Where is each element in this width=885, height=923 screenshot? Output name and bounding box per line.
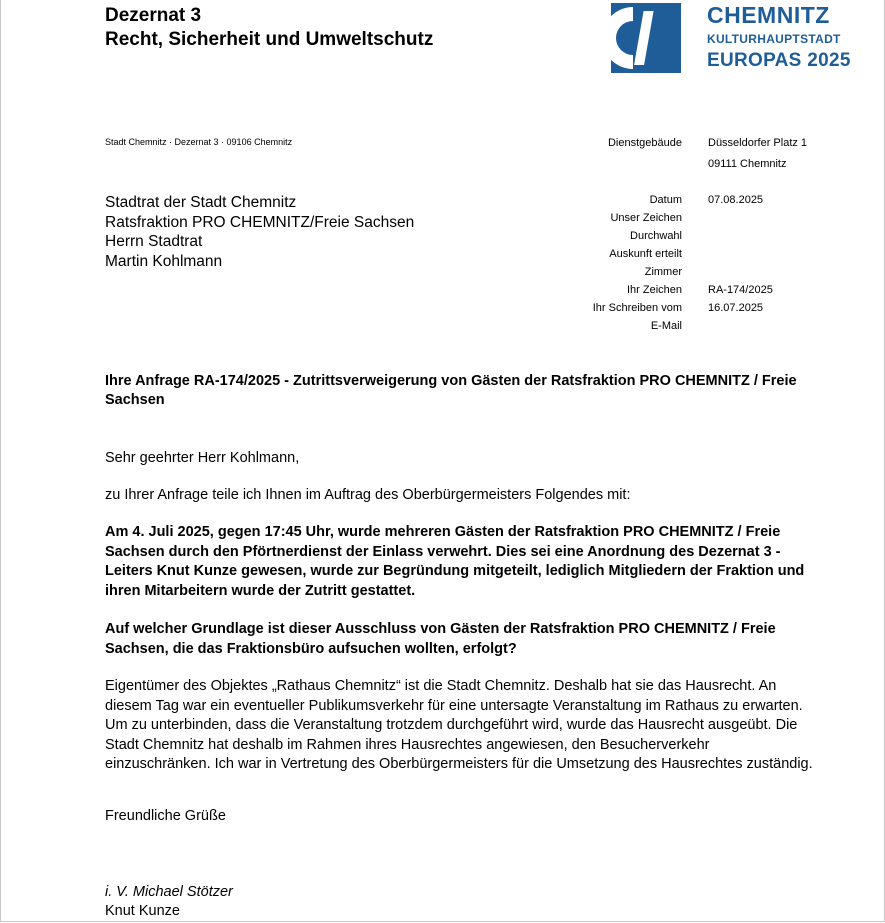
room-label: Zimmer (644, 266, 682, 278)
intro-paragraph: zu Ihrer Anfrage teile ich Ihnen im Auftrag des Oberbürgermeisters Folgendes mit: (105, 487, 631, 503)
recipient-line: Stadtrat der Stadt Chemnitz (105, 194, 297, 211)
date-label: Datum (649, 194, 682, 206)
office-label: Dienstgebäude (607, 137, 682, 149)
signature-name: Knut Kunze (105, 903, 180, 919)
extension-label: Durchwahl (630, 230, 682, 242)
chemnitz-logo-icon (611, 3, 681, 73)
question-context-paragraph: Am 4. Juli 2025, gegen 17:45 Uhr, wurde mehreren Gästen der Ratsfraktion PRO CHEMNITZ / Freie Sachsen durch den Pförtnerdienst der Einlass verwehrt. Dies sei eine Anordnung des Dezernat 3 - Leiters Knut Kunze gewesen, wurde zur Begründung mitgeteilt, lediglich Mitgliedern der Fraktion und ihren Mitarbeitern wurde der Zutritt gestattet. (105, 524, 805, 599)
recipient-line: Herrn Stadtrat (105, 233, 203, 250)
your-letter-date-label: Ihr Schreiben vom (592, 302, 682, 314)
sender-return-address: Stadt Chemnitz · Dezernat 3 · 09106 Chemnitz (105, 137, 293, 147)
logo-line-2: KULTURHAUPTSTADT (707, 32, 841, 46)
department-title: Recht, Sicherheit und Umweltschutz (105, 29, 434, 50)
office-address-line-2: 09111 Chemnitz (708, 158, 787, 170)
email-label: E-Mail (650, 320, 682, 332)
our-reference-label: Unser Zeichen (610, 212, 682, 224)
contact-label: Auskunft erteilt (609, 248, 682, 260)
closing: Freundliche Grüße (105, 808, 226, 824)
logo-line-1: CHEMNITZ (707, 2, 830, 28)
your-reference-label: Ihr Zeichen (626, 284, 682, 296)
date-value: 07.08.2025 (708, 194, 764, 206)
department-name: Dezernat 3 (105, 5, 202, 26)
recipient-line: Ratsfraktion PRO CHEMNITZ/Freie Sachsen (105, 213, 415, 231)
salutation: Sehr geehrter Herr Kohlmann, (105, 450, 300, 466)
letter-subject: Ihre Anfrage RA-174/2025 - Zutrittsverweigerung von Gästen der Ratsfraktion PRO CHEMNITZ / Freie Sachsen (105, 373, 797, 408)
logo-wordmark (707, 2, 851, 72)
your-letter-date-value: 16.07.2025 (708, 302, 764, 314)
office-address-line-1: Düsseldorfer Platz 1 (708, 137, 808, 149)
logo-line-3: EUROPAS 2025 (707, 50, 851, 71)
signature-on-behalf: i. V. Michael Stötzer (105, 884, 233, 900)
your-reference-value: RA-174/2025 (708, 284, 773, 296)
recipient-address (105, 193, 414, 271)
answer-paragraph: Eigentümer des Objektes „Rathaus Chemnitz“ ist die Stadt Chemnitz. Deshalb hat sie das Hausrecht. An diesem Tag war ein eventueller Publikumsverkehr für eine untersagte Veranstaltung im Rathaus zu erwarten. Um zu unterbinden, dass die Veranstaltung trotzdem durchgeführt wird, wurde das Hausrecht ausgeübt. Die Stadt Chemnitz hat deshalb im Rahmen ihres Hausrechtes angewiesen, den Besucherverkehr einzuschränken. Ich war in Vertretung des Oberbürgermeisters für die Umsetzung des Hausrechtes zuständig. (105, 678, 813, 772)
question-paragraph: Auf welcher Grundlage ist dieser Ausschluss von Gästen der Ratsfraktion PRO CHEMNITZ / Freie Sachsen, die das Fraktionsbüro aufsuchen wollten, erfolgt? (105, 621, 776, 657)
recipient-line: Martin Kohlmann (105, 252, 223, 270)
